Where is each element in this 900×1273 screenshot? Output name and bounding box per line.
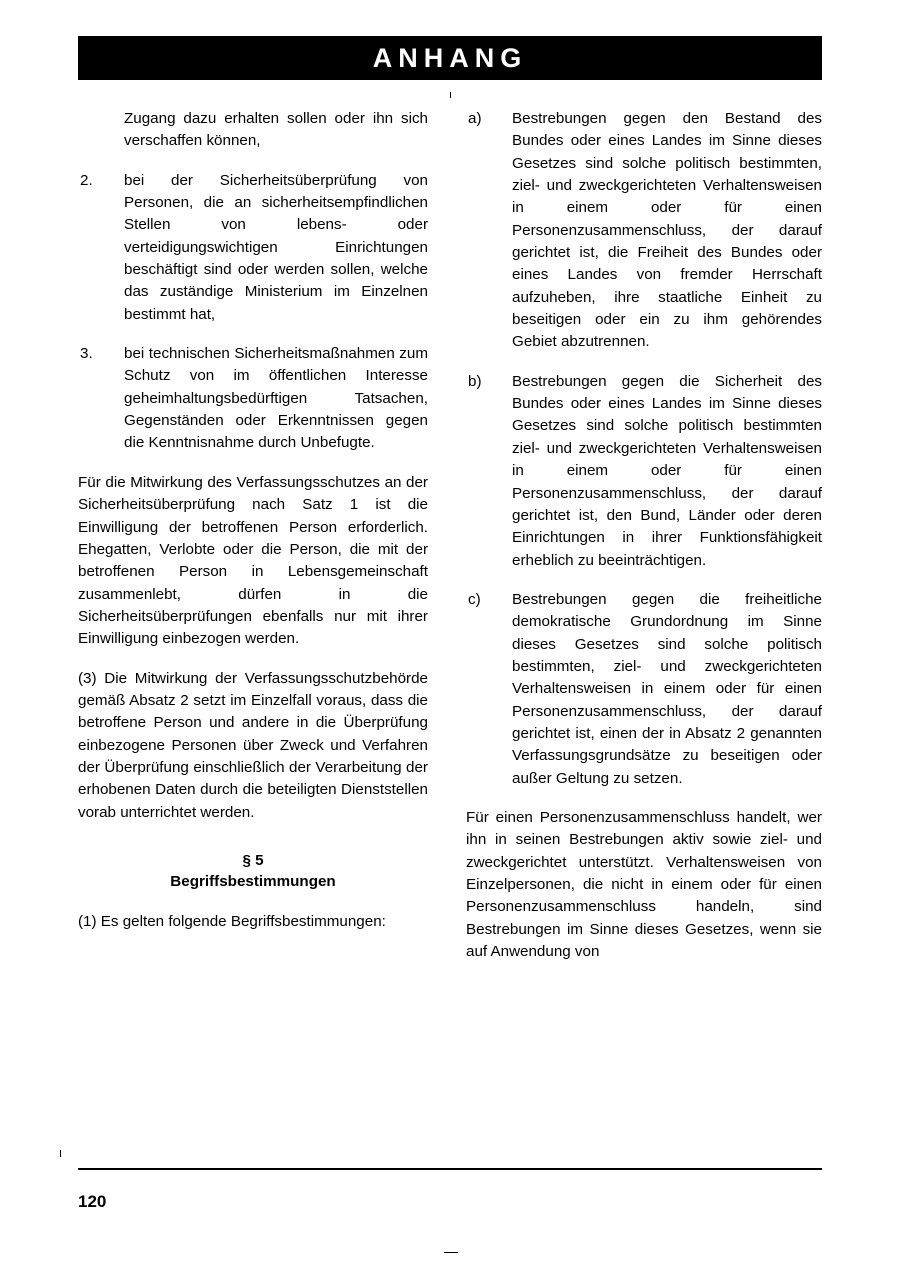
paragraph: Für die Mitwirkung des Verfassungsschutzes an der Sicherheitsüberprüfung nach Satz 1 ist die Einwilligung der betroffenen Person erforderlich. Ehegatten, Verlobte oder die Person, die mit der betroffenen Person in Lebensgemeinschaft zusammenlebt, dürfen in die Sicherheitsüberprüfungen ebenfalls nur mit ihrer Einwilligung einbezogen werden. <box>78 473 428 648</box>
registration-tick-left <box>60 1150 61 1157</box>
page-title: ANHANG <box>372 43 528 73</box>
paragraph-continuation <box>78 108 428 153</box>
registration-tick-top <box>450 92 451 98</box>
list-item <box>466 371 822 572</box>
list-item <box>78 343 428 455</box>
list-marker <box>78 108 124 153</box>
list-marker: b) <box>468 372 482 390</box>
left-text-column <box>78 108 428 933</box>
footer-divider <box>78 1168 822 1170</box>
paragraph: Für einen Personenzusammenschluss handelt, wer ihn in seinen Bestrebungen aktiv sowie ziel- und zweckgerichtet unterstützt. Verhaltensweisen von Einzelpersonen, die nicht in einem oder für einen Personenzusammenschluss handeln, sind Bestrebungen im Sinne dieses Gesetzes, wenn sie auf Anwendung von <box>466 808 822 961</box>
page-number: 120 <box>78 1192 107 1211</box>
list-item <box>78 170 428 326</box>
list-marker: 3. <box>80 345 93 363</box>
registration-tick-bottom <box>444 1252 458 1253</box>
header-banner <box>78 36 822 80</box>
list-marker: a) <box>468 110 482 127</box>
paragraph-text: Zugang dazu erhalten sollen oder ihn sich verschaffen können, <box>124 110 428 150</box>
section-heading <box>78 850 428 893</box>
section-symbol: § 5 <box>242 851 264 869</box>
paragraph: (1) Es gelten folgende Begriffsbestimmungen: <box>78 912 386 930</box>
list-item-text: bei der Sicherheitsüberprüfung von Personen, die an sicherheitsempfindlichen Stellen von lebens- oder verteidigungswichtigen Einrichtungen beschäftigt sind oder werden sollen, welche das zuständige Ministerium im Einzelnen bestimmt hat, <box>124 171 428 323</box>
section-name: Begriffsbestimmungen <box>170 873 336 891</box>
list-item <box>466 108 822 354</box>
right-text-column <box>466 108 822 963</box>
list-item-text: Bestrebungen gegen die Sicherheit des Bundes oder eines Landes im Sinne dieses Gesetzes sind solche politisch bestimmten ziel- und zweckgerichteten Verhaltensweisen in einem oder für einen Personenzusammenschluss, der darauf gerichtet ist, den Bund, Länder oder deren Einrichtungen in ihrer Funktionsfähigkeit erheblich zu beeinträchtigen. <box>512 372 822 569</box>
list-marker: 2. <box>80 171 93 189</box>
list-item-text: Bestrebungen gegen die freiheitliche demokratische Grundordnung im Sinne dieses Gesetzes sind solche politisch bestimmten, ziel- und zweckgerichteten Verhaltensweisen in einem oder für einen Personenzusammenschluss, der darauf gerichtet ist, einen der in Absatz 2 genannten Verfassungsgrundsätze zu beseitigen oder außer Geltung zu setzen. <box>512 590 822 787</box>
list-item-text: Bestrebungen gegen den Bestand des Bundes oder eines Landes im Sinne dieses Gesetzes sind solche politisch bestimmten, ziel- und zweckgerichteten Verhaltensweisen in einem oder für einen Personenzusammenschluss, der darauf gerichtet ist, die Freiheit des Bundes oder eines Landes von fremder Herrschaft aufzuheben, ihre staatliche Einheit zu beseitigen oder ein zu ihm gehörendes Gebiet abzutrennen. <box>512 110 822 351</box>
paragraph: (3) Die Mitwirkung der Verfassungsschutzbehörde gemäß Absatz 2 setzt im Einzelfall voraus, dass die betroffene Person und andere in die Überprüfung einbezogene Personen über Zweck und Verfahren der Überprüfung einschließlich der Verarbeitung der erhobenen Daten durch die beteiligten Dienststellen vorab unterrichtet werden. <box>78 669 428 821</box>
list-marker: c) <box>468 590 481 608</box>
list-item-text: bei technischen Sicherheitsmaßnahmen zum Schutz von im öffentlichen Interesse geheimhaltungsbedürftigen Tatsachen, Gegenständen oder Erkenntnissen gegen die Kenntnisnahme durch Unbefugte. <box>124 345 428 452</box>
list-item <box>466 589 822 790</box>
